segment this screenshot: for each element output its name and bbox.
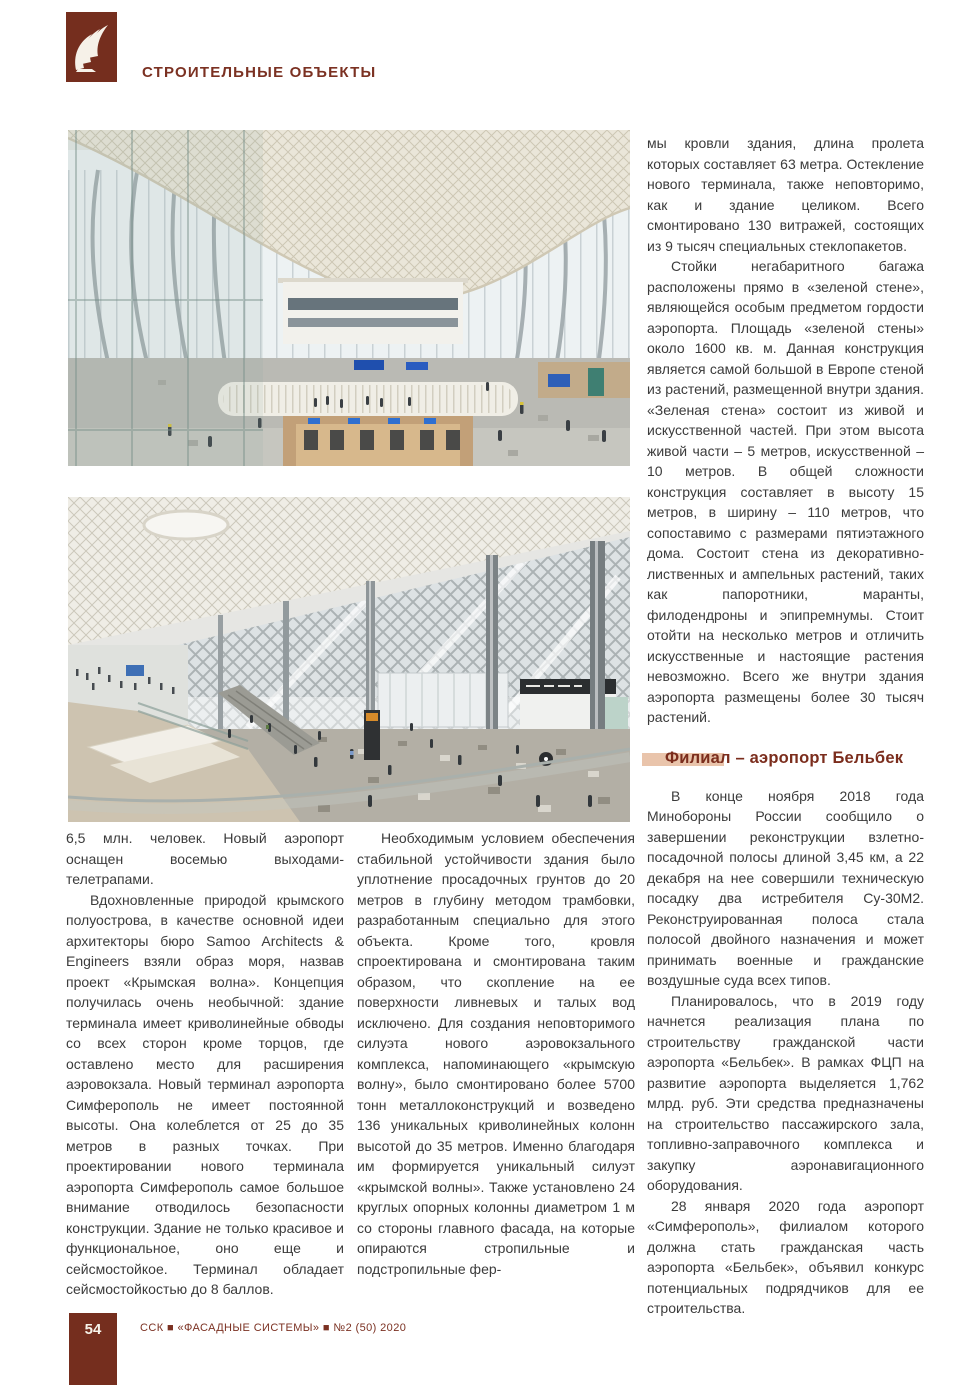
subheading-block (647, 748, 924, 772)
section-title: СТРОИТЕЛЬНЫЕ ОБЪЕКТЫ (142, 64, 377, 81)
paragraph: Планировалось, что в 2019 году начнется реализация плана по строительству гражданской части аэропорта «Бельбек». В рамках ФЦП на развитие аэропорта выделяется 1,762 млрд. руб. Эти средства предназначены на строительство пассажирского зала, топливно-заправочного комплекса и закупку аэронавигационного оборудования. (647, 992, 924, 1193)
publisher-swoosh-logo-icon (66, 12, 117, 82)
airport-terminal-concourse-photo (68, 497, 630, 822)
airport-terminal-checkin-hall-photo (68, 130, 630, 466)
paragraph: 28 января 2020 года аэропорт «Симферополь», филиалом которого должна стать гражданская часть аэропорта «Бельбек», объявил конкурс потенциальных подрядчиков для ее строительства. (647, 1197, 924, 1316)
paragraph: Вдохновленные природой крымского полуострова, в качестве основной идеи архитекторы бюро Samoo Architects & Engineers взяли образ моря, назвав проект «Крымская волна». Концепция получилась очень необычной: здание терминала имеет криволинейные обводы со всех сторон кроме торцов, где оставлено место для расширения аэровокзала. Новый терминал аэропорта Симферополь не имеет постоянной высоты. Она колеблется от 25 до 35 метров в разных точках. При проектировании нового терминала аэропорта Симферополь самое большое внимание отводилось безопасности конструкции. Здание не только красивое и функциональное, оно еще и сейсмостойкое. Терминал обладает сейсмостойкостью до 8 баллов. (66, 891, 344, 1297)
paragraph: 6,5 млн. человек. Новый аэропорт оснащен восемью выходами-телетрапами. (66, 830, 344, 887)
paragraph: В конце ноября 2018 года Минобороны России сообщило о завершении реконструкции взлетно-посадочной полосы длиной 3,45 км, а 22 декабря на нее совершили техническую посадку два истребителя Су-30М2. Реконструированная полоса стала полосой двойного назначения и может принимать военные и гражданские воздушные суда всех типов. (647, 787, 924, 988)
page-number-badge: 54 (69, 1313, 117, 1385)
text-column-right (647, 133, 924, 1319)
text-column-middle (357, 828, 635, 1279)
paragraph: Необходимым условием обеспечения стабильной устойчивости здания было уплотнение просадочных грунтов до 20 метров в глубину методом трамбовки, разработанным специально для этого объекта. Кроме того, кровля спроектирована и смонтирована таким образом, что скопление на ее поверхности ливневых и талых вод исключено. Для создания неповторимого силуэта нового аэровокзального комплекса, напоминающего «крымскую волну», было смонтировано более 5700 тонн металлоконструкций и возведено 136 уникальных криволинейных колонн высотой до 35 метров. Именно благодаря им формируется уникальный силуэт «крымской волны». Также установлено 24 круглых опорных колонны диаметром 1 м со стороны главного фасада, на которые опираются стропильные и подстропильные фер- (357, 830, 635, 1277)
paragraph: Стойки негабаритного багажа расположены прямо в «зеленой стене», являющейся особым предметом гордости аэропорта. Площадь «зеленой стены» около 1600 кв. м. Данная конструкция является самой большой в Европе стеной из растений, размещенной внутри здания. «Зеленая стена» состоит из живой и искусственной частей. При этом высота живой части – 5 метров, искусственной – 10 метров. В общей сложности конструкция составляет в высоту 15 метров, в ширину – 110 метров, что сопоставимо с размерами пятиэтажного дома. Состоит стена из декоративно-лиственных и ампельных растений, таких как папоротники, маранты, филодендроны и эпипремнумы. Стоит отойти на несколько метров и отличить искусственные и настоящие растения невозможно. Всего же внутри здания аэропорта размещены более 30 тысяч растений. (647, 258, 924, 725)
footer-issue-info: ССК ■ «ФАСАДНЫЕ СИСТЕМЫ» ■ №2 (50) 2020 (140, 1322, 407, 1334)
paragraph: мы кровли здания, длина пролета которых составляет 63 метра. Остекление нового терминала, также неповторимо, как и здание целиком. Всего смонтировано 130 витражей, состоящих из 9 тысяч специальных стеклопакетов. (647, 135, 924, 254)
subheading-belbek: Филиал – аэропорт Бельбек (665, 748, 904, 767)
text-column-left (66, 828, 344, 1300)
